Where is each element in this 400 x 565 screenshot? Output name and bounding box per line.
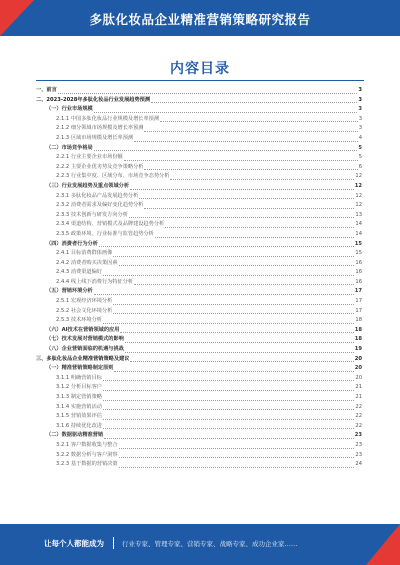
toc-entry-page: 5	[358, 144, 362, 151]
toc-entry[interactable]	[36, 115, 362, 125]
toc-entry-text: 3.1.2 分析目标客户	[56, 384, 102, 391]
toc-leader-dots	[139, 197, 354, 199]
toc-entry[interactable]	[36, 86, 362, 96]
toc-entry-page: 4	[358, 134, 362, 141]
toc-entry-page: 18	[355, 317, 362, 324]
toc-entry-page: 12	[355, 173, 362, 180]
toc-entry-page: 15	[354, 240, 362, 247]
toc-entry-page: 23	[355, 441, 362, 448]
toc-leader-dots	[114, 370, 353, 372]
report-title: 多肽化妆品企业精准营销策略研究报告	[89, 12, 311, 27]
toc-entry-text: 3.1.3 制定营销策略	[56, 394, 102, 400]
toc-leader-dots	[144, 168, 357, 170]
toc-entry-page: 22	[355, 413, 362, 420]
toc-entry-text: 2.1.1 中国多肽化妆品行业规模及增长率预测	[56, 115, 160, 122]
toc-entry[interactable]	[36, 297, 362, 307]
toc-entry[interactable]	[36, 441, 362, 451]
toc-entry-page: 14	[355, 221, 362, 228]
toc-entry-text: 3.1.1 明确营销目标	[56, 374, 102, 381]
toc-entry[interactable]	[36, 105, 362, 115]
toc-entry-page: 17	[355, 298, 362, 305]
toc-entry-text: 2.3.5 政策环境、行业标准与监管趋势分析	[56, 230, 154, 237]
toc-entry-page: 18	[354, 336, 362, 343]
toc-leader-dots	[125, 351, 354, 353]
toc-entry[interactable]	[36, 268, 362, 278]
toc-entry-page: 24	[355, 461, 362, 468]
toc-entry-page: 6	[358, 163, 362, 170]
toc-leader-dots	[134, 283, 354, 285]
toc-leader-dots	[113, 312, 354, 314]
toc-divider	[36, 80, 364, 81]
toc-entry-text: （四）消费者行为分析	[46, 240, 98, 247]
toc-entry-text: （五）营销环境分析	[46, 288, 93, 295]
toc-entry-page: 17	[354, 288, 362, 295]
toc-leader-dots	[134, 140, 358, 142]
toc-leader-dots	[124, 159, 358, 161]
toc-entry[interactable]	[36, 431, 362, 441]
toc-entry[interactable]	[36, 403, 362, 413]
toc-entry-text: 2.3.1 多肽化妆品产品发展趋势分析	[56, 192, 139, 199]
toc-entry-text: 3.1.5 营销效果评估	[56, 413, 102, 420]
toc-leader-dots	[119, 264, 355, 266]
toc-entry[interactable]	[36, 134, 362, 144]
toc-entry-page: 3	[358, 106, 362, 113]
toc-entry[interactable]	[36, 355, 362, 365]
toc-leader-dots	[103, 399, 354, 401]
page-header	[0, 0, 400, 36]
toc-entry-text: 三、多肽化妆品企业精准营销策略及建议	[36, 355, 130, 362]
toc-entry-text: （一）行业市场规模	[46, 106, 93, 113]
toc-leader-dots	[113, 255, 354, 257]
toc-entry-text: 3.1.4 实施营销活动	[56, 403, 102, 410]
toc-leader-dots	[103, 274, 354, 276]
toc-entry-page: 12	[355, 192, 362, 199]
toc-entry-page: 15	[355, 250, 362, 257]
toc-entry-text: 2.2.3 行业集中度、区域分布、市场竞争态势分析	[56, 173, 170, 180]
toc-entry-page: 16	[355, 269, 362, 276]
toc-entry-text: 3.2.3 基于数据的营销决策	[56, 461, 118, 468]
toc-entry[interactable]	[36, 182, 362, 192]
toc-entry-page: 20	[354, 365, 362, 372]
toc-entry-text: 2.1.2 细分领域市场规模及增长率预测	[56, 125, 144, 132]
toc-entry-text: （七）技术发展对营销模式的影响	[46, 336, 124, 343]
toc-entry[interactable]	[36, 220, 362, 230]
toc-entry-page: 22	[355, 403, 362, 410]
toc-heading: 内容目录	[170, 61, 230, 77]
toc-entry-text: 2.4.1 目标消费群体画像	[56, 250, 113, 257]
toc-entry-text: 2.2.2 主要企业优劣势及竞争策略分析	[56, 163, 144, 170]
toc-entry-page: 18	[354, 326, 362, 333]
toc-leader-dots	[125, 341, 354, 343]
toc-leader-dots	[144, 207, 354, 209]
toc-entry[interactable]	[36, 240, 362, 250]
toc-entry[interactable]	[36, 383, 362, 393]
toc-leader-dots	[103, 379, 354, 381]
toc-entry-text: （三）行业发展趋势及重点领域分析	[46, 182, 130, 189]
toc-leader-dots	[94, 149, 358, 151]
toc-leader-dots	[94, 111, 358, 113]
toc-entry-page: 12	[355, 202, 362, 209]
toc-entry[interactable]	[36, 451, 362, 461]
toc-leader-dots	[144, 130, 357, 132]
toc-leader-dots	[120, 331, 353, 333]
footer-roles: 行业专家、管理专家、营销专家、战略专家、成功企业家……	[122, 540, 298, 548]
toc-leader-dots	[103, 389, 354, 391]
toc-entry-text: 2.2.1 行业主要企业市场份额	[56, 154, 123, 161]
toc-entry-text: 2.4.3 消费渠道偏好	[56, 269, 102, 276]
toc-entry-page: 12	[354, 182, 362, 189]
toc-entry-text: 3.2.2 数据分析与客户洞察	[56, 451, 118, 458]
toc-entry-text: 二、2023-2028年多肽化妆品行业发展趋势预测	[36, 96, 151, 103]
toc-leader-dots	[155, 236, 355, 238]
toc-leader-dots	[103, 408, 354, 410]
toc-entry-text: 3.1.6 持续优化改进	[56, 422, 102, 429]
toc-entry-text: 2.4.2 消费者购买决策因素	[56, 259, 118, 266]
toc-leader-dots	[103, 322, 354, 324]
toc-entry[interactable]	[36, 153, 362, 163]
toc-leader-dots	[119, 447, 355, 449]
toc-entry[interactable]	[36, 201, 362, 211]
toc-leader-dots	[113, 303, 354, 305]
toc-leader-dots	[119, 466, 355, 468]
toc-entry-page: 22	[355, 422, 362, 429]
table-of-contents	[36, 86, 362, 470]
toc-entry-page: 3	[358, 125, 362, 132]
toc-leader-dots	[130, 360, 353, 362]
toc-entry-text: （二）数据驱动精准营销	[46, 432, 104, 439]
toc-entry-page: 3	[358, 87, 362, 93]
toc-entry-text: 2.3.4 渠道结构、营销模式及品牌建设趋势分析	[56, 221, 165, 228]
toc-leader-dots	[170, 178, 354, 180]
toc-entry[interactable]	[36, 326, 362, 336]
toc-entry-page: 16	[355, 259, 362, 266]
toc-entry-page: 19	[354, 346, 362, 353]
toc-entry-text: 2.5.1 宏观经济环境分析	[56, 298, 113, 305]
toc-entry-page: 13	[355, 211, 362, 218]
toc-entry-page: 17	[355, 307, 362, 314]
toc-leader-dots	[151, 101, 357, 103]
toc-entry-text: 一、前言	[36, 87, 57, 93]
toc-entry-text: （八）企业营销面临的机遇与挑战	[46, 346, 124, 353]
toc-entry-text: 2.5.2 社会文化环境分析	[56, 307, 113, 314]
toc-entry[interactable]	[36, 249, 362, 259]
footer-accent-triangle	[366, 524, 400, 565]
toc-entry[interactable]	[36, 316, 362, 326]
page-footer	[0, 524, 400, 565]
toc-entry-page: 14	[355, 230, 362, 237]
footer-slogan: 让每个人都能成为	[44, 539, 104, 548]
toc-entry[interactable]	[36, 163, 362, 173]
toc-entry[interactable]	[36, 278, 362, 288]
toc-entry[interactable]	[36, 345, 362, 355]
toc-leader-dots	[103, 418, 354, 420]
toc-entry[interactable]	[36, 307, 362, 317]
toc-entry-page: 21	[355, 394, 362, 400]
toc-leader-dots	[103, 427, 354, 429]
toc-leader-dots	[119, 456, 355, 458]
toc-entry[interactable]	[36, 374, 362, 384]
toc-entry-text: 2.5.3 技术环境分析	[56, 317, 102, 324]
toc-entry-text: 2.1.3 区域市场规模及增长率预测	[56, 134, 134, 141]
toc-entry-text: 3.2.1 客户数据收集与整合	[56, 441, 118, 448]
toc-entry[interactable]	[36, 124, 362, 134]
toc-leader-dots	[94, 293, 354, 295]
toc-entry[interactable]	[36, 192, 362, 202]
toc-entry[interactable]	[36, 335, 362, 345]
toc-leader-dots	[58, 92, 358, 94]
toc-entry[interactable]	[36, 287, 362, 297]
toc-entry-text: 2.3.3 技术创新与研发方向分析	[56, 211, 128, 218]
toc-leader-dots	[129, 216, 354, 218]
toc-entry[interactable]	[36, 230, 362, 240]
toc-entry[interactable]	[36, 259, 362, 269]
toc-leader-dots	[99, 245, 354, 247]
toc-leader-dots	[165, 226, 354, 228]
toc-entry-page: 20	[355, 374, 362, 381]
toc-entry-page: 3	[358, 115, 362, 122]
toc-entry-page: 23	[354, 432, 362, 439]
toc-entry[interactable]	[36, 172, 362, 182]
toc-entry-text: （六）AI技术在营销领域的应用	[46, 326, 120, 333]
toc-entry[interactable]	[36, 422, 362, 432]
toc-leader-dots	[160, 120, 358, 122]
toc-entry[interactable]	[36, 460, 362, 470]
toc-entry[interactable]	[36, 393, 362, 403]
toc-entry[interactable]	[36, 144, 362, 154]
toc-entry-text: 2.3.2 消费者需求及偏好变化趋势分析	[56, 202, 144, 209]
toc-entry-page: 16	[355, 278, 362, 285]
toc-leader-dots	[130, 188, 354, 190]
toc-entry[interactable]	[36, 364, 362, 374]
toc-entry[interactable]	[36, 96, 362, 106]
toc-entry[interactable]	[36, 211, 362, 221]
toc-entry[interactable]	[36, 412, 362, 422]
toc-entry-page: 3	[358, 96, 362, 103]
toc-entry-page: 5	[358, 154, 362, 161]
toc-leader-dots	[104, 437, 354, 439]
toc-entry-page: 20	[354, 355, 362, 362]
toc-entry-text: 2.4.4 线上线下消费行为特征分析	[56, 278, 134, 285]
toc-entry-text: （一）精准营销策略制定原则	[46, 365, 114, 372]
toc-entry-text: （二）市场竞争格局	[46, 144, 93, 151]
toc-entry-page: 21	[355, 384, 362, 391]
toc-entry-page: 23	[355, 451, 362, 458]
footer-divider	[113, 537, 114, 549]
